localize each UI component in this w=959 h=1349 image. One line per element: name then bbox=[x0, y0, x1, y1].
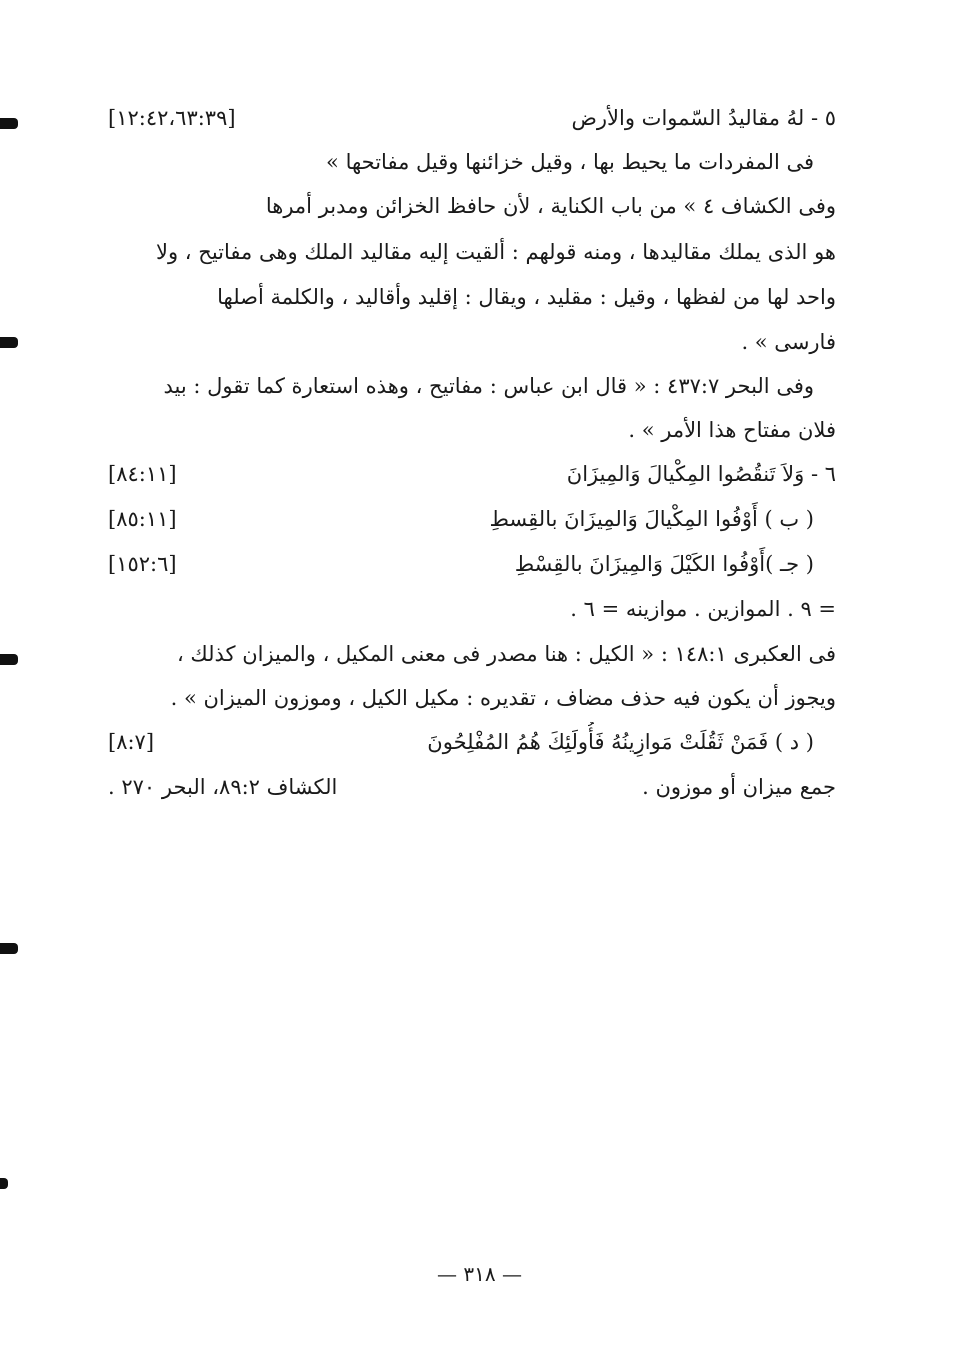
text-line bbox=[108, 410, 836, 450]
ukbari-quote-line: فى العكبرى ١٤٨:١ : « الكيل : هنا مصدر فى معنى المكيل ، والميزان كذلك ، bbox=[176, 642, 836, 666]
margin-mark bbox=[0, 1178, 8, 1189]
verse-text: ( جـ )أَوْفُوا الكَيْلَ وَالمِيزَانَ بالقِسْطِ bbox=[514, 552, 814, 576]
text-line bbox=[108, 277, 836, 317]
margin-mark bbox=[0, 943, 18, 954]
kashshaf-quote-line: هو الذى يملك مقاليدها ، ومنه قولهم : ألقيت إليه مقاليد الملك وهى مفاتيح ، ولا bbox=[156, 240, 836, 264]
verse-reference: [٨٤:١١] bbox=[108, 462, 177, 486]
mufradat-quote: فى المفردات ما يحيط بها ، وقيل خزائنها وقيل مفاتحها » bbox=[326, 150, 814, 174]
verse-reference: [٨:٧] bbox=[108, 730, 155, 754]
text-line bbox=[108, 767, 836, 807]
kashshaf-quote-line: واحد لها من لفظها ، وقيل : مقليد ، ويقال : إقليد وأقاليد ، والكلمة أصلها bbox=[217, 285, 836, 309]
mawazin-count: = ٩ . الموازين . موازينه = ٦ . bbox=[570, 597, 836, 621]
text-line bbox=[108, 678, 836, 718]
verse-text: ( ب ) أَوْفُوا المِكْيالَ وَالمِيزَانَ بالقِسطِ bbox=[489, 507, 814, 531]
verse-line bbox=[108, 544, 836, 584]
text-line bbox=[108, 589, 836, 629]
entry-5-reference: [١٢:٤٢،٦٣:٣٩] bbox=[108, 106, 236, 130]
verse-line bbox=[108, 499, 836, 539]
plural-note: جمع ميزان أو موزون . bbox=[642, 775, 836, 799]
kashshaf-quote-line: وفى الكشاف ٤ » من باب الكناية ، لأن حافظ الخزائن ومدبر أمرها bbox=[265, 194, 836, 218]
kashshaf-quote-line: فارسى » . bbox=[741, 330, 836, 354]
entry-5-heading: ٥ - لهُ مقاليدُ السّموات والأرض bbox=[571, 106, 836, 130]
text-line bbox=[108, 142, 836, 182]
source-references: الكشاف ٨٩:٢، البحر ٢٧٠ . bbox=[108, 775, 338, 799]
bahr-quote-line: فلان مفتاح هذا الأمر » . bbox=[628, 418, 836, 442]
text-line bbox=[108, 366, 836, 406]
margin-mark bbox=[0, 337, 18, 348]
bahr-quote-line: وفى البحر ٤٣٧:٧ : « قال ابن عباس : مفاتيح ، وهذه استعارة كما تقول : بيد bbox=[163, 374, 814, 398]
verse-reference: [١٥٢:٦] bbox=[108, 552, 177, 576]
page-number: — ٣١٨ — bbox=[437, 1262, 522, 1286]
verse-line bbox=[108, 454, 836, 494]
verse-text: ٦ - وَلاَ تَنقُصُوا المِكْيالَ وَالمِيزَانَ bbox=[566, 462, 836, 486]
text-line bbox=[108, 322, 836, 362]
text-line bbox=[108, 186, 836, 226]
text-line bbox=[108, 634, 836, 674]
ukbari-quote-line: ويجوز أن يكون فيه حذف مضاف ، تقديره : مكيل الكيل ، وموزون الميزان » . bbox=[170, 686, 836, 710]
margin-mark bbox=[0, 654, 18, 665]
entry-5-heading-line bbox=[108, 98, 836, 138]
margin-mark bbox=[0, 118, 18, 129]
verse-line bbox=[108, 722, 836, 762]
text-line bbox=[108, 232, 836, 272]
verse-text: ( د ) فَمَنْ ثَقُلَتْ مَوازِينُهُ فَأُولَئِكَ هُمُ المُفْلِحُونَ bbox=[427, 730, 814, 754]
verse-reference: [٨٥:١١] bbox=[108, 507, 177, 531]
